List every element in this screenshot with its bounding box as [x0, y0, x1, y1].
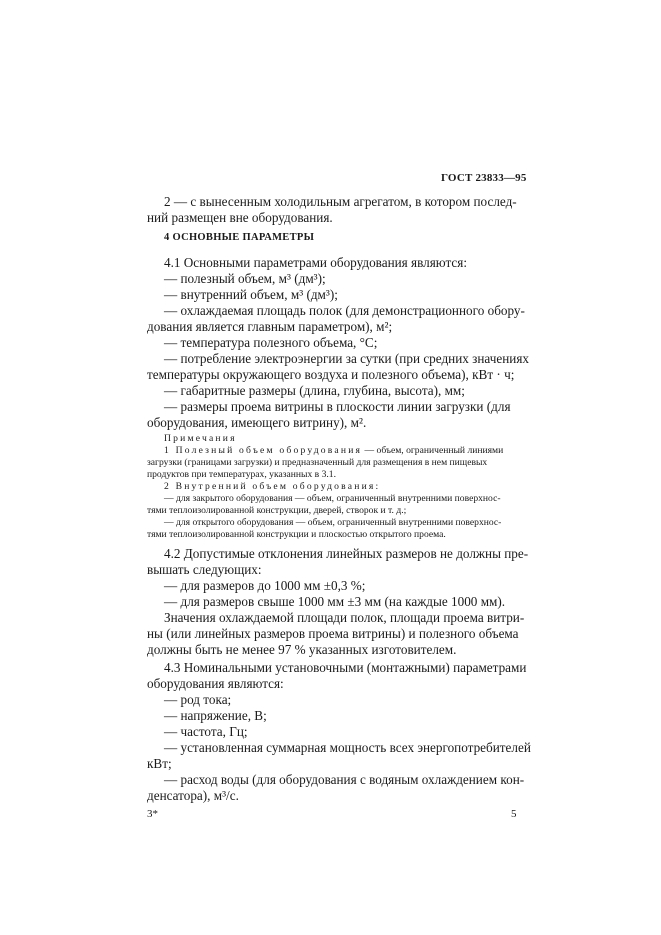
s41-lead: 4.1 Основными параметрами оборудования являются: [164, 255, 467, 270]
s42-item-1: — для размеров до 1000 мм ±0,3 %; [164, 578, 366, 593]
note-2-open-line-2: тями теплоизолированной конструкции и плоскостью открытого проема. [147, 529, 446, 540]
note-2-closed-line-2: тями теплоизолированной конструкции, дверей, створок и т. д.; [147, 505, 407, 516]
note-2-open-line-1: — для открытого оборудования — объем, ограниченный внутренними поверхнос- [164, 517, 502, 528]
s42-lead-b: вышать следующих: [147, 562, 262, 577]
intro-line-1: 2 — с вынесенным холодильным агрегатом, в котором послед- [164, 194, 517, 209]
intro-line-2: ний размещен вне оборудования. [147, 210, 333, 225]
s43-item-5a: — расход воды (для оборудования с водяным охлаждением кон- [164, 772, 525, 787]
page-number: 5 [511, 808, 517, 820]
section-heading: 4 ОСНОВНЫЕ ПАРАМЕТРЫ [164, 232, 315, 243]
s41-item-7b: оборудования, имеющего витрину), м². [147, 415, 367, 430]
s41-item-3a: — охлаждаемая площадь полок (для демонстрационного обору- [164, 303, 525, 318]
note-1-line-3: продуктов при температурах, указанных в 3.1. [147, 469, 336, 480]
note-1-text: — объем, ограниченный линиями [362, 445, 504, 456]
standard-header: ГОСТ 23833—95 [441, 172, 527, 184]
note-2-colon: : [375, 481, 379, 492]
s42-para-b: ны (или линейных размеров проема витрины) и полезного объема [147, 626, 519, 641]
note-2-line-1 [164, 481, 378, 493]
note-1-term: 1 Полезный объем оборудования [164, 445, 363, 456]
s41-item-5a: — потребление электроэнергии за сутки (при средних значениях [164, 351, 530, 366]
s43-lead-b: оборудования являются: [147, 676, 284, 691]
s43-item-5b: денсатора), м³/с. [147, 788, 239, 803]
footer-signature-mark: 3* [147, 808, 158, 820]
s41-item-2: — внутренний объем, м³ (дм³); [164, 287, 338, 302]
s43-lead-a: 4.3 Номинальными установочными (монтажными) параметрами [164, 660, 527, 675]
s42-para-a: Значения охлаждаемой площади полок, площади проема витри- [164, 610, 525, 625]
s41-item-5b: температуры окружающего воздуха и полезного объема), кВт · ч; [147, 367, 515, 382]
s43-item-4a: — установленная суммарная мощность всех энергопотребителей [164, 740, 531, 755]
s42-item-2: — для размеров свыше 1000 мм ±3 мм (на каждые 1000 мм). [164, 594, 506, 609]
notes-title: Примечания [164, 433, 237, 444]
s41-item-3b: дования является главным параметром), м²; [147, 319, 393, 334]
s41-item-4: — температура полезного объема, °С; [164, 335, 378, 350]
s41-item-1: — полезный объем, м³ (дм³); [164, 271, 326, 286]
s41-item-7a: — размеры проема витрины в плоскости линии загрузки (для [164, 399, 511, 414]
s43-item-2: — напряжение, В; [164, 708, 267, 723]
note-2-closed-line-1: — для закрытого оборудования — объем, ограниченный внутренними поверхнос- [164, 493, 501, 504]
s43-item-3: — частота, Гц; [164, 724, 248, 739]
note-1-line-2: загрузки (границами загрузки) и предназначенный для размещения в нем пищевых [147, 457, 488, 468]
s41-item-6: — габаритные размеры (длина, глубина, высота), мм; [164, 383, 465, 398]
note-1-line-1 [164, 445, 503, 457]
s42-lead-a: 4.2 Допустимые отклонения линейных размеров не должны пре- [164, 546, 529, 561]
s43-item-1: — род тока; [164, 692, 232, 707]
s43-item-4b: кВт; [147, 756, 172, 771]
note-2-term: 2 Внутренний объем оборудования [164, 481, 376, 492]
s42-para-c: должны быть не менее 97 % указанных изготовителем. [147, 642, 457, 657]
